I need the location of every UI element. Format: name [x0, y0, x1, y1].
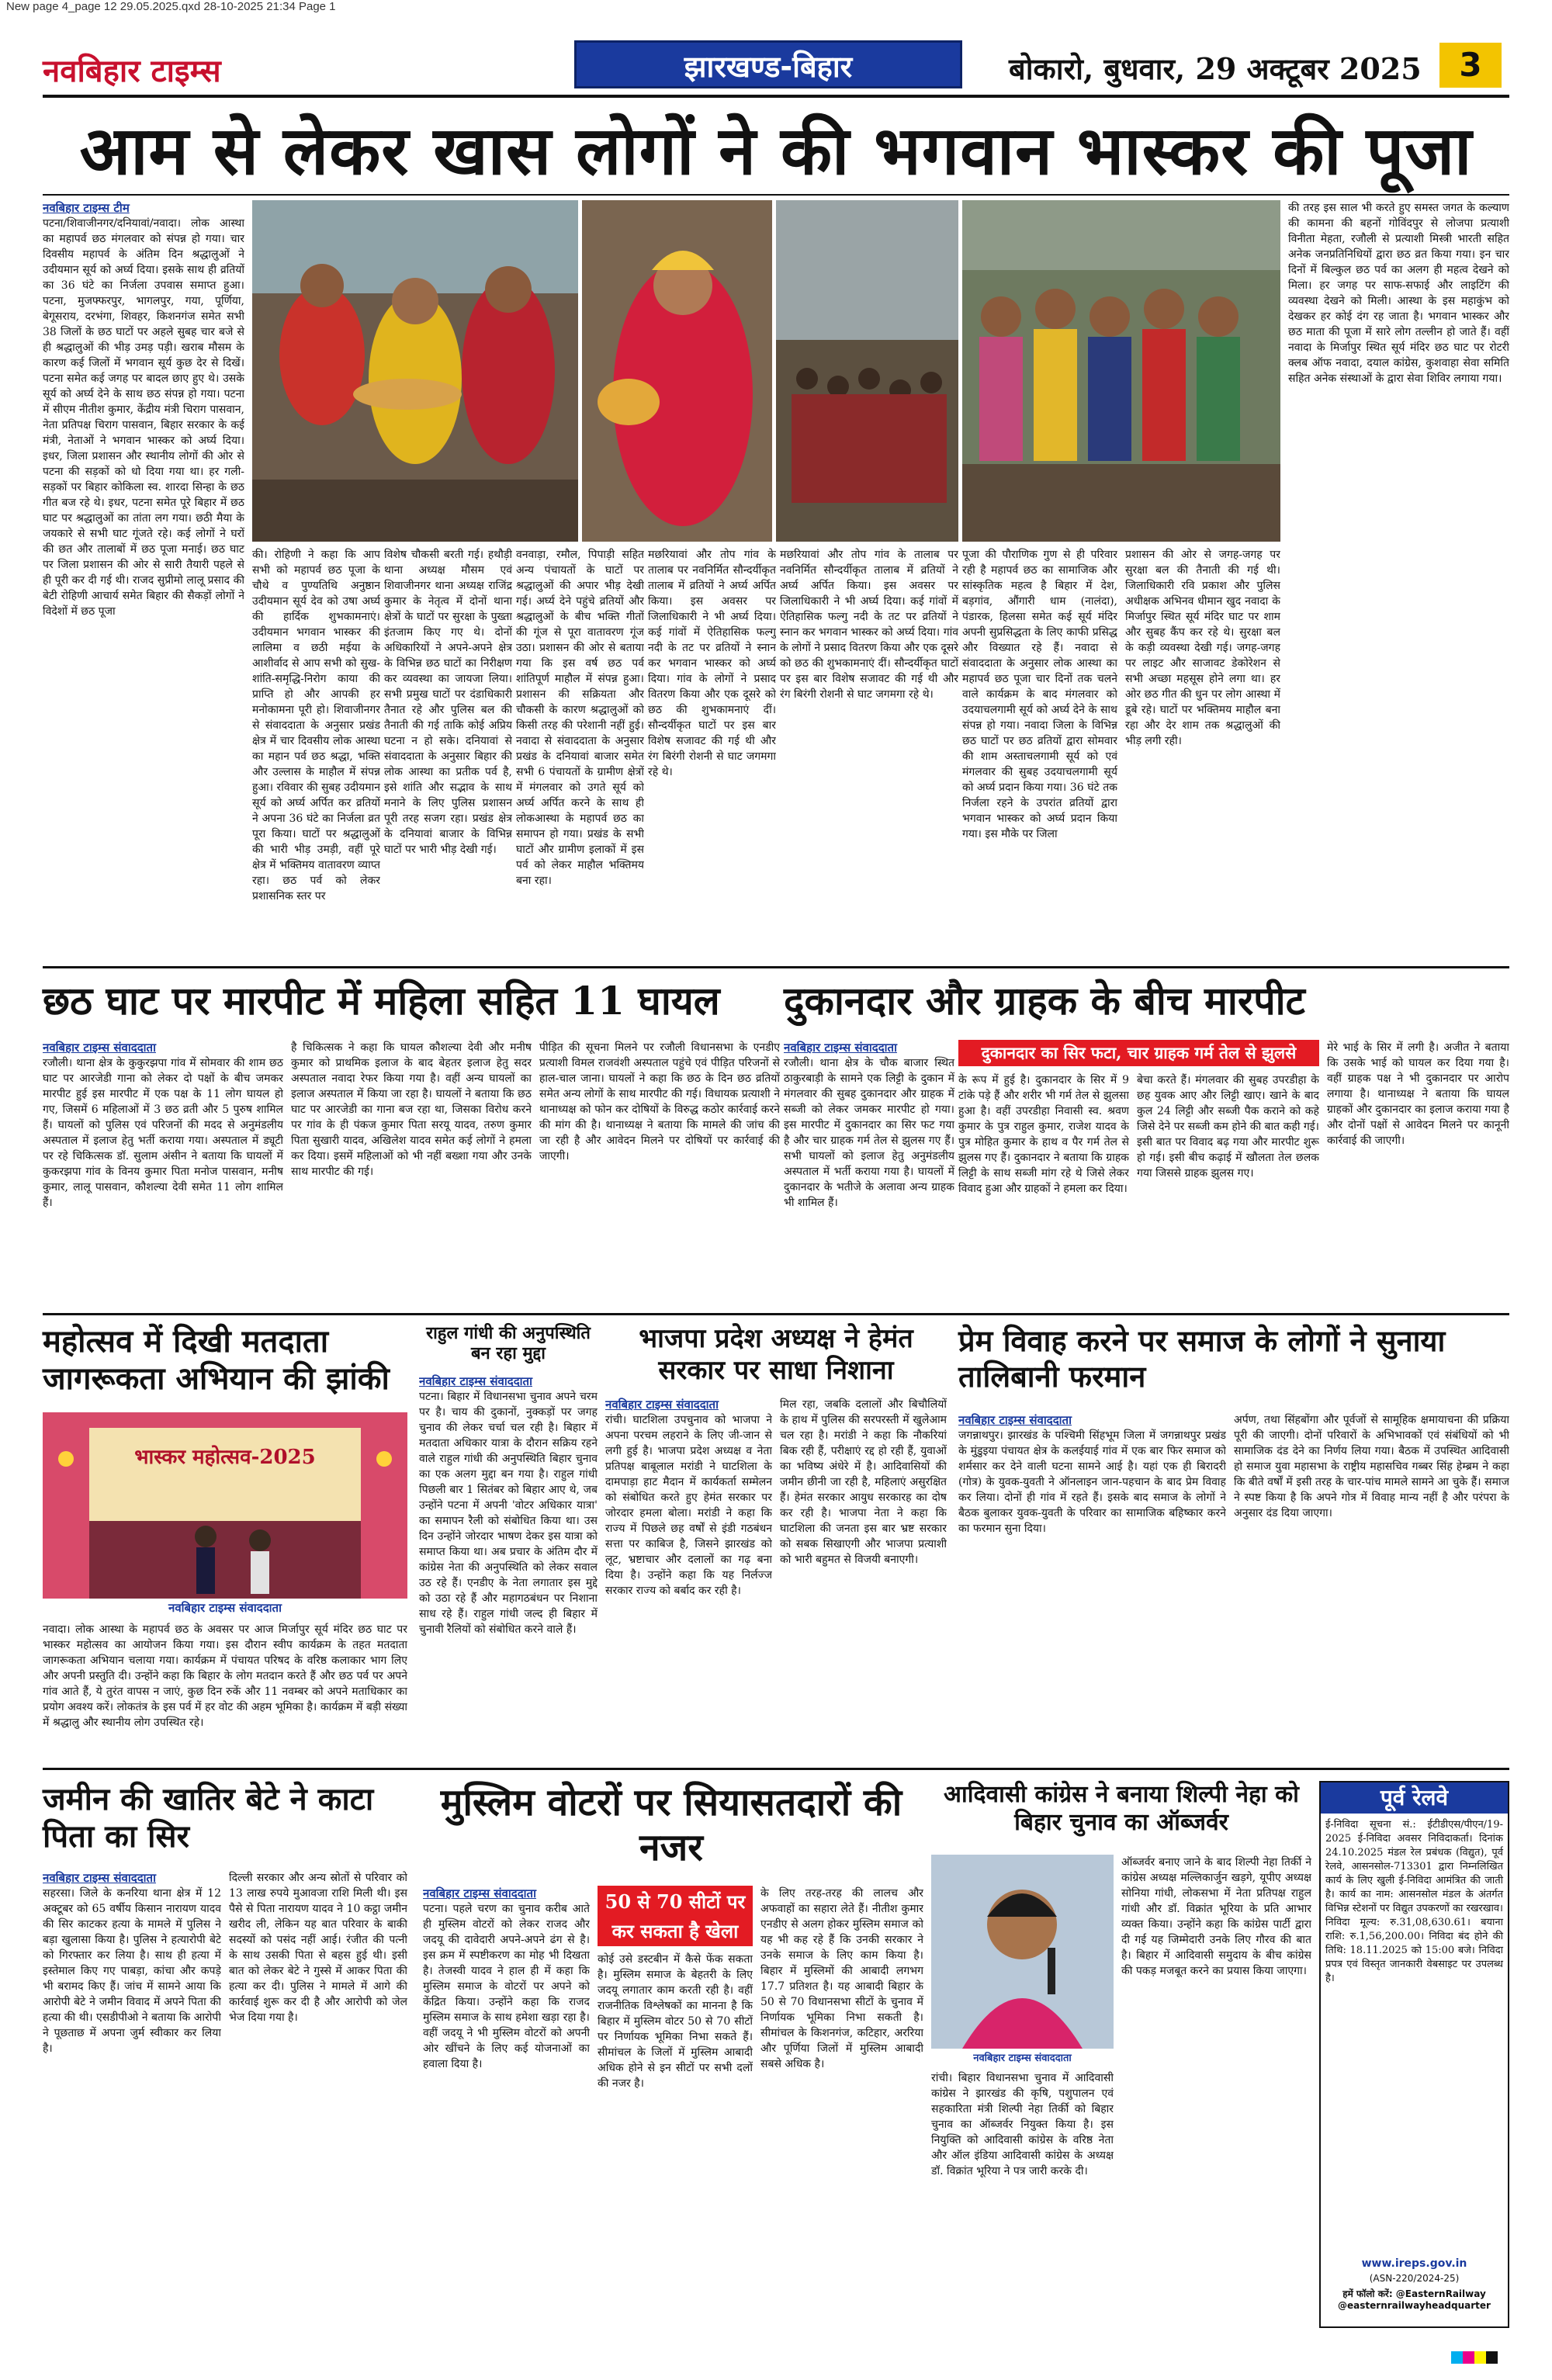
lead-byline: नवबिहार टाइम्स टीम [43, 201, 130, 215]
fight-headline: छठ घाट पर मारपीट में महिला सहित 11 घायल [43, 978, 720, 1024]
bjp-byline: नवबिहार टाइम्स संवाददाता [605, 1398, 719, 1412]
railway-tender-ad [1319, 1781, 1509, 2328]
rahul-column [419, 1374, 598, 1762]
rahul-text: पटना। बिहार में विधानसभा चुनाव अपने चरम पर है। चाय की दुकानों, नुक्कड़ों पर जगह चुनाव की लेकर चर्चा चल रही है। बिहार में मतदाता अधिकार यात्रा के दौरान सक्रिय रहने वाले राहुल गांधी की अनुपस्थिति बिहार चुनाव का एक अलग मुद्दा बन गया है। राहुल गांधी पिछली बार 1 सितंबर को बिहार आए थे, जब उन्होंने पटना में अपनी 'वोटर अधिकार यात्रा' का समापन रैली को संबोधित किया था। उस दिन उन्होंने जोरदार भाषण देकर इस यात्रा को समाप्त किया था। अब प्रचार के अंतिम दौर में कांग्रेस नेता की अनुपस्थिति को लेकर सवाल उठ रहे हैं। एनडीए के नेता लगातार इस मुद्दे को उठा रहे हैं और महागठबंधन पर निशाना साध रहे हैं। राहुल गांधी जल्द ही बिहार में चुनावी रैलियों को संबोधित करने वाले हैं। [419, 1391, 598, 1636]
chhath-photo-women-offering [252, 200, 578, 542]
shop-headline: दुकानदार और ग्राहक के बीच मारपीट [784, 978, 1305, 1024]
ad-title: पूर्व रेलवे [1321, 1782, 1508, 1814]
festival-byline: नवबिहार टाइम्स संवाददाता [43, 1600, 407, 1619]
chhath-photo-ghat-crowd [776, 200, 958, 542]
ad-code: (ASN-220/2024-25) [1369, 2273, 1460, 2284]
ad-body: ई-निविदा सूचना सं.: ईटीडीएस/पीएन/19-2025 ई-निविदा अवसर निविदाकर्ता। दिनांक 24.10.2025 मंडल रेल प्रबंधक (विद्युत), पूर्व रेलवे, आसनसोल-713301 द्वारा निम्नलिखित कार्य के लिए खुली ई-निविदा आमंत्रित की जाती है। कार्य का नाम: आसनसोल मंडल के अंतर्गत विभिन्न स्टेशनों पर विद्युत उपकरणों का रखरखाव। निविदा मूल्य: रु.31,08,630.61। बयाना राशि: रु.1,56,200.00। निविदा बंद होने की तिथि: 18.11.2025 को 15:00 बजे। निविदा प्रपत्र एवं विस्तृत जानकारी वेबसाइट पर उपलब्ध है। [1325, 1819, 1503, 1984]
chhath-photo-bride-offering [582, 200, 772, 542]
lead-column-5: मछरियावां और तोप गांव के तालाब पर नवनिर्मित सौन्दर्यीकृत तालाब में व्रतियों ने अर्घ्य अर्पित किया। इस अवसर पर जिलाधिकारी ने भी अर्घ्य दिया। कई गांवों में ऐतिहासिक फल्गु नदी के तट पर व्रतियों ने स्नान कर भगवान भास्कर को अर्घ्य दिया। गांव के लोगों ने प्रसाद वितरण किया और एक दूसरे को छठ की शुभकामनाएं दीं। सौन्दर्यीकृत घाटों पर इस बार विशेष सजावट की गई थी और रंग बिरंगी रोशनी से घाट जगमगा रहे थे। [648, 549, 776, 778]
bjp-text: रांची। घाटशिला उपचुनाव को भाजपा ने अपना परचम लहराने के लिए जी-जान से लगी हुई है। भाजपा प्रदेश अध्यक्ष व नेता प्रतिपक्ष बाबूलाल मरांडी ने घाटशिला के दामपाड़ा हाट मैदान में कार्यकर्ता सम्मेलन को संबोधित करते हुए हेमंत सरकार पर जोरदार हमला बोला। मरांडी ने कहा कि राज्य में पिछले छह वर्षों से इंडी गठबंधन सत्ता पर काबिज है, जिसने झारखंड को लूट, भ्रष्टाचार और दलालों का गढ़ बना दिया है। उन्होंने कहा कि यह निर्लज्ज सरकार राज्य को बर्बाद कर रही है। [605, 1414, 772, 1597]
section-banner: झारखण्ड-बिहार [574, 40, 962, 88]
lead-column-8: की तरह इस साल भी करते हुए समस्त जगत के कल्याण की कामना की बहनों गोविंदपुर से लोजपा प्रत्याशी विनीता मेहता, रजौली से प्रत्याशी मिस्त्री भारती सहित अनेक जनप्रतिनिधियों द्वारा छठ व्रत किया गया। इन चार दिनों में बिल्कुल छठ पर्व का अलग ही महत्व देखने को मिला। हर जगह पर साफ-सफाई और लाइटिंग की व्यवस्था देखने को मिली। आस्था के इस महाकुंभ को देखकर हर कोई दंग रह जाता है। भगवान भास्कर और छठ माता की पूजा में सारे लोग तल्लीन हो जाते हैं। वहीं नवादा के मिर्जापुर स्थित सूर्य मंदिर छठ घाट पर रोटरी क्लब ऑफ नवादा, दयाल कांग्रेस, कुशवाहा सेवा समिति सहित अनेक संस्थाओं के द्वारा सेवा शिविर लगाया गया। [1288, 202, 1509, 385]
fight-column-3: पीड़ित की सूचना मिलने पर रजौली विधानसभा के एनडीए प्रत्याशी विमल राजवंशी अस्पताल पहुंचे एवं पीड़ित परिजनों से हाल-चाल जाना। घायलों ने कहा कि छठ के दिन छठ व्रतियों समेत अन्य लोगों के साथ मारपीट की गई। विधायक प्रत्याशी ने थानाध्यक्ष को फोन कर दोषियों के विरुद्ध कठोर कार्रवाई करने की मांग की है। थानाध्यक्ष ने बताया कि मामले की जांच की जा रही है और आवेदन मिलने पर दोषियों पर कार्रवाई की जाएगी। [539, 1041, 780, 1162]
congress-byline: नवबिहार टाइम्स संवाददाता [931, 2050, 1114, 2067]
fight-text: रजौली। थाना क्षेत्र के कुकुरझपा गांव में सोमवार की शाम छठ घाट पर आरजेडी गाना को लेकर दो पक्षों के बीच जमकर मारपीट हुई इस मारपीट में एक पक्ष के 11 लोग घायल हो गए, जिसमें 6 महिलाओं में 3 छठ व्रती और 5 पुरुष शामिल हैं। घायलों को पुलिस एवं परिजनों की मदद से अनुमंडलीय अस्पताल में इलाज हेतु भर्ती कराया गया। अस्पताल में ड्यूटी पर रहे चिकित्सक डॉ. सुलाम अंसीन ने बताया कि घायलों में कुकरझपा गांव के विनय कुमार पिता मनोज पासवान, मनीष कुमार, लालू पासवान, कौशल्या देवी समेत 11 लोग शामिल हैं। [43, 1057, 283, 1209]
chhath-photo-family-group [962, 200, 1280, 542]
rahul-byline: नवबिहार टाइम्स संवाददाता [419, 1374, 532, 1388]
print-info-line: New page 4_page 12 29.05.2025.qxd 28-10-2025 21:34 Page 1 [6, 0, 336, 13]
festival-headline: महोत्सव में दिखी मतदाता जागरूकता अभियान की झांकी [43, 1323, 390, 1397]
lead-column-1 [43, 200, 244, 961]
love-byline: नवबिहार टाइम्स संवाददाता [958, 1413, 1072, 1427]
festival-banner-text: भास्कर महोत्सव-2025 [134, 1446, 316, 1469]
ad-website[interactable]: www.ireps.gov.in [1361, 2257, 1467, 2270]
shop-column-4: मेरे भाई के सिर में लगी है। अजीत ने बताया कि उसके भाई को घायल कर दिया गया है। वहीं ग्राहक पक्ष ने भी दुकानदार पर आरोप लगाया है। थानाध्यक्ष ने बताया कि घायल ग्राहकों और दुकानदार का इलाज कराया गया है और दोनों पक्षों से आवेदन मिलने पर कानूनी कार्रवाई की जाएगी। [1327, 1041, 1509, 1147]
masthead-date: बोकारो, बुधवार, 29 अक्टूबर 2025 [1009, 51, 1422, 86]
land-column-2: दिल्ली सरकार और अन्य स्रोतों से परिवार को 13 लाख रुपये मुआवजा राशि मिली थी। इस पैसे से पिता नारायण यादव ने 10 कट्ठा जमीन खरीद ली, लेकिन यह बात परिवार के बाकी सदस्यों को पसंद नहीं आई। रंजीत की पत्नी के साथ उसकी पिता से बहस हुई थी। इसी बात को लेकर बेटे ने गुस्से में आकर पिता की हत्या कर दी। पुलिस ने मामले में आगे की कार्रवाई शुरू कर दी है और आरोपी को जेल भेज दिया गया है। [229, 1872, 407, 2024]
masthead-rule [43, 95, 1509, 98]
shop-text: रजौली। थाना क्षेत्र के चौक बाजार स्थित ठाकुरबाड़ी के सामने एक लिट्टी के दुकान में मंगलवार की सुबह दुकानदार और ग्राहक में सब्जी को लेकर जमकर मारपीट हो गया। इस मारपीट में दुकानदार का सिर फट गया है और चार ग्राहक गर्म तेल से झुलस गए हैं। सभी घायलों को इलाज हेतु अनुमंडलीय अस्पताल में भर्ती कराया गया है। घायलों में दुकानदार के भतीजे के अलावा अन्य ग्राहक भी शामिल हैं। [784, 1057, 954, 1209]
lead-headline: आम से लेकर खास लोगों ने की भगवान भास्कर की पूजा [79, 112, 1473, 190]
lead-column-7: प्रशासन की ओर से जगह-जगह पर सुरक्षा बल की तैनाती की गई थी। जिलाधिकारी रवि प्रकाश और पुलिस अधीक्षक अभिनव धीमान खुद नवादा के मिर्जापुर स्थित सूर्य मंदिर घाट पर शाम और सुबह कैंप कर रहे थे। सुरक्षा बल के कड़ी व्यवस्था देखी गई। जगह-जगह पर लाइट और साजावट डेकोरेशन से सभी अच्छा महसूस होने लगा था। हर ओर छठ गीत की धुन पर लोग आस्था में डूबे रहे। घाटों पर भक्तिमय माहौल बना रहा और देर शाम तक श्रद्धालुओं की भीड़ लगी रही। [1125, 549, 1280, 747]
lead-column-2: की। रोहिणी ने कहा कि आप सभी को महापर्व छठ पूजा के चौथे व पुण्यतिथि अनुष्ठान उदीयमान सूर्य देव को उषा अर्घ्य की हार्दिक शुभकामनाएं। उदीयमान भगवान भास्कर की लालिमा व छठी मईया के आशीर्वाद से आप सभी को सुख-शांति-समृद्धि-निरोग काया की प्राप्ति हो और आपकी हर मनोकामना पूरी हो। शिवाजीनगर से संवाददाता के अनुसार प्रखंड क्षेत्र में चार दिवसीय लोक आस्था का महान पर्व छठ श्रद्धा, भक्ति और उल्लास के माहौल में संपन्न हुआ। रविवार की सुबह उदीयमान सूर्य को अर्घ्य अर्पित कर व्रतियों ने अपना 36 घंटे का निर्जला व्रत पूरा किया। घाटों पर श्रद्धालुओं की भारी भीड़ उमड़ी, वहीं पूरे क्षेत्र में भक्तिमय वातावरण व्याप्त रहा। छठ पर्व को लेकर प्रशासनिक स्तर पर [252, 549, 380, 902]
love-headline: प्रेम विवाह करने पर समाज के लोगों ने सुनाया तालिबानी फरमान [958, 1323, 1446, 1394]
love-column-1 [958, 1412, 1226, 1762]
muslim-text: पटना। पहले चरण का चुनाव करीब आते ही मुस्लिम वोटरों को लेकर राजद और जदयू की दावेदारी अपने-अपने ढंग से है। इस क्रम में स्पष्टीकरण का मोह भी दिखता है। तेजस्वी यादव ने हाल ही में कहा कि मुस्लिम समाज के वोटरों पर अपने को केंद्रित किया। उन्होंने कहा कि राजद मुस्लिम समाज के साथ हमेशा खड़ा रहा है। वहीं जदयू ने भी मुस्लिम वोटरों को अपनी ओर खींचने के लिए कई योजनाओं का हवाला दिया है। [423, 1903, 590, 2070]
ad-social: हमें फॉलो करें: @EasternRailway @easternrailwayheadquarter [1338, 2288, 1491, 2311]
muslim-column-2: कोई उसे डस्टबीन में कैसे फेंक सकता है। मुस्लिम समाज के बेहतरी के लिए जदयू लगातार काम करती रही है। वहीं राजनीतिक विश्लेषकों का मानना है कि बिहार में मुस्लिम वोटर 50 से 70 सीटों पर निर्णायक भूमिका निभा सकते हैं। सीमांचल के जिलों में मुस्लिम आबादी अधिक होने से इन सीटों पर सभी दलों की नजर है। [598, 1953, 753, 2090]
fight-column-2: है चिकित्सक ने कहा कि घायल कौशल्या देवी और मनीष कुमार को प्राथमिक इलाज के बाद बेहतर इलाज हेतु सदर अस्पताल नवादा रेफर किया गया है। वहीं अन्य घायलों का इलाज अस्पताल में किया जा रहा है। घायलों ने बताया कि छठ घाट पर आरजेडी का गाना बज रहा था, जिसका विरोध करने पर गांव के ही पंकज कुमार पिता सरयू यादव, तरुण कुमार पिता सुखारी यादव, अखिलेश यादव समेत कई लोगों ने हमला कर दिया। इसमें महिलाओं को भी नहीं बख्शा गया और उनके साथ मारपीट की गई। [291, 1041, 532, 1178]
shop-column-1 [784, 1040, 954, 1308]
lead-column-6: पूजा की पौराणिक गुण से ही परिवार रही है महापर्व छठ का सामाजिक और सांस्कृतिक महत्व है बिहार में देश, बड़गांव, औंगारी धाम (नालंदा), पंडारक, हिलसा समेत कई सूर्य मंदिर अपनी सुप्रसिद्धता के लिए काफी प्रसिद्ध और विख्यात रहे हैं। नवादा से संवाददाता के अनुसार लोक आस्था का महापर्व छठ पूजा चार दिनों तक चलने वाले कार्यक्रम के बाद मंगलवार को उदयाचलगामी सूर्य को अर्घ्य देने के साथ संपन्न हो गया। नवादा जिला के विभिन्न छठ घाटों पर छठ व्रतियों द्वारा सोमवार की शाम अस्ताचलगामी सूर्य को एवं मंगलवार की सुबह उदयाचलगामी सूर्य को अर्घ्य प्रदान किया गया। 36 घंटे तक निर्जला रहने के उपरांत व्रतियों द्वारा भगवान भास्कर को अर्घ्य प्रदान किया गया। इस मौके पर जिला [962, 549, 1117, 840]
land-headline: जमीन की खातिर बेटे ने काटा पिता का सिर [43, 1781, 374, 1855]
lead-column-4: वनवाड़ा, रमौल, पिपाड़ी सहित अन्य पंचायतों के घाटों पर श्रद्धालुओं की अपार भीड़ देखी गई। अर्घ्य देने पहुंचे व्रतियों और श्रद्धालुओं के बीच भक्ति गीतों की गूंज से पूरा वातावरण गूंज उठा। प्रशासन की ओर से बताया गया कि इस वर्ष छठ पर्व शांतिपूर्ण माहौल में संपन्न हुआ। प्रशासन की सक्रियता और चौकसी के कारण श्रद्धालुओं को किसी तरह की परेशानी नहीं हुई। नवादा से संवाददाता के अनुसार प्रखंड के दनियावां बाजार समेत सभी 6 पंचायतों के ग्रामीण क्षेत्रों में मंगलवार को उगते सूर्य को अर्घ्य अर्पित करने के साथ ही लोकआस्था के महापर्व छठ का समापन हो गया। प्रखंड के सभी घाटों और ग्रामीण इलाकों में इस पर्व को लेकर माहौल भक्तिमय बना रहा। [516, 549, 644, 887]
muslim-headline: मुस्लिम वोटरों पर सियासतदारों की नजर [440, 1781, 902, 1869]
color-registration-marks [1451, 2351, 1498, 2364]
bjp-headline: भाजपा प्रदेश अध्यक्ष ने हेमंत सरकार पर साधा निशाना [639, 1323, 913, 1386]
divider [43, 966, 1509, 968]
festival-text: नवादा। लोक आस्था के महापर्व छठ के अवसर पर आज मिर्जापुर सूर्य मंदिर छठ घाट पर भास्कर महोत्सव का आयोजन किया गया। इस दौरान स्वीप कार्यक्रम के तहत मतदाता जागरूकता अभियान चलाया गया। कार्यक्रम में पंचायत परिषद के वरिष्ठ कलाकार भाग लिए और अपनी प्रस्तुति दी। उन्होंने कहा कि बिहार के लोग मतदान करते हैं और छठ पर्व पर अपने गांव आते हैं, ये तुरंत वापस न जाएं, कुछ दिन रुकें और 11 नवम्बर को अपने मताधिकार का प्रयोग अवश्य करें। लोकतंत्र के इस पर्व में हर वोट की अहम भूमिका है। कार्यक्रम में बड़ी संख्या में श्रद्धालु और स्थानीय लोग उपस्थित रहे। [43, 1623, 407, 1729]
masthead-title: नवबिहार टाइम्स [43, 53, 221, 89]
congress-headline: आदिवासी कांग्रेस ने बनाया शिल्पी नेहा को बिहार चुनाव का ऑब्जर्वर [944, 1781, 1299, 1836]
lead-text: पटना/शिवाजीनगर/दनियावां/नवादा। लोक आस्था का महापर्व छठ मंगलवार को संपन्न हो गया। चार दिवसीय महापर्व के अंतिम दिन श्रद्धालुओं ने उदीयमान सूर्य को अर्घ्य दिया। इसके साथ ही व्रतियों का 36 घंटे का निर्जला उपवास समाप्त हुआ। पटना, मुजफ्फरपुर, भागलपुर, गया, पूर्णिया, बेगूसराय, दरभंगा, शिवहर, किशनगंज समेत सभी 38 जिलों के छठ घाटों पर अहले सुबह चार बजे से ही श्रद्धालुओं की भीड़ उमड़ पड़ी। खराब मौसम के कारण कई जिलों में भगवान सूर्य कुछ देर से दिखें। पटना समेत कई जगह पर बादल छाए हुए थे। उसके सूर्य को अर्घ्य देने के साथ छठ संपन्न हो गया। पटना में सीएम नीतीश कुमार, केंद्रीय मंत्री चिराग पासवान, नेता प्रतिपक्ष चिराग पासवान, बिहार सरकार के कई मंत्री, नेताओं ने भगवान भास्कर को अर्घ्य दिया। इधर, जिला प्रशासन और स्थानीय लोगों की ओर से पटना की सड़कों को धो दिया गया था। हर गली-सड़कों पर बिहार कोकिला स्व. शारदा सिन्हा के छठ गीत बज रहे थे। इधर, पटना समेत पूरे बिहार में छठ घाट पर श्रद्धालुओं का तांता लग गया। छठी मैया के जयकारे से सभी घाट गूंजते रहे। कई लोगों ने घरों की छत और तालाबों में छठ पूजा मनाई। छठ घाट पर जिला प्रशासन की ओर से सारी तैयारी पहले से ही पूरी कर दी गई थी। राजद सुप्रीमो लालू प्रसाद की बेटी रोहिणी आचार्य समेत बिहार की सैकड़ों लोगों ने विदेशों में छठ पूजा [43, 217, 244, 618]
congress-column-1: रांची। बिहार विधानसभा चुनाव में आदिवासी कांग्रेस ने झारखंड की कृषि, पशुपालन एवं सहकारिता मंत्री शिल्पी नेहा तिर्की को बिहार चुनाव का ऑब्जर्वर नियुक्त किया है। इस नियुक्ति को आदिवासी कांग्रेस के वरिष्ठ नेता और ऑल इंडिया आदिवासी कांग्रेस के अध्यक्ष डॉ. विक्रांत भूरिया ने पत्र जारी करके दी। [931, 2072, 1114, 2177]
muslim-column-1 [423, 1886, 590, 2328]
divider [43, 1768, 1509, 1770]
bjp-column-2: मिल रहा, जबकि दलालों और बिचौलियों के हाथ में पुलिस की सरपरस्ती में खुलेआम चल रहा है। मरांडी ने कहा कि नौकरियां बिक रही हैं, परीक्षाएं रद्द हो रही हैं, युवाओं का भविष्य अंधेरे में है। आदिवासियों की जमीन छीनी जा रही है, महिलाएं असुरक्षित हैं। हेमंत सरकार आयुध सरकारह का दोष कर रही है। भाजपा नेता ने कहा कि घाटशिला की जनता इस बार भ्रष्ट सरकार को सबक सिखाएगी और भाजपा प्रत्याशी को भारी बहुमत से विजयी बनाएगी। [780, 1398, 947, 1566]
muslim-column-3: के लिए तरह-तरह की लालच और अफवाहों का सहारा लेते हैं। नीतीश कुमार एनडीए से अलग होकर मुस्लिम समाज को यह भी कह रहे हैं कि उनकी सरकार ने उनके समाज के लिए काम किया है। बिहार में मुस्लिमों की आबादी लगभग 17.7 प्रतिशत है। यह आबादी बिहार के 50 से 70 विधानसभा सीटों के चुनाव में निर्णायक भूमिका निभा सकती है। सीमांचल के किशनगंज, कटिहार, अररिया और पूर्णिया जिलों में मुस्लिम आबादी सबसे अधिक है। [760, 1887, 923, 2070]
festival-stage-photo [43, 1412, 407, 1599]
shop-column-2: के रूप में हुई है। दुकानदार के सिर में 9 टांके पड़े हैं और शरीर भी गर्म तेल से झुलसा हुआ है। वहीं उपरडीहा निवासी स्व. श्रवण कुमार के पुत्र राहुल कुमार, राजेश यादव के पुत्र मोहित कुमार के हाथ व पैर गर्म तेल से झुलस गए हैं। दुकानदार ने बताया कि ग्राहक लिट्टी के साथ सब्जी मांग रहे थे जिसे लेकर विवाद हुआ और ग्राहकों ने हमला कर दिया। [958, 1074, 1129, 1195]
love-text: जगन्नाथपुर। झारखंड के पश्चिमी सिंहभूम जिला में जगन्नाथपुर प्रखंड के मुंडुइया पंचायत क्षेत्र के कलईयाई गांव में एक बार फिर समाज को शर्मसार कर देने वाली घटना सामने आई है। यहां एक ही बिरादरी (गोत्र) के युवक-युवती ने ऑनलाइन जान-पहचान के बाद प्रेम विवाह कर लिया। दोनों ही गांव में रहते हैं। इसके बाद समाज के लोगों ने बैठक बुलाकर युवक-युवती के परिवार का सामाजिक बहिष्कार करने का फरमान सुना दिया। [958, 1429, 1226, 1535]
love-column-2: अर्पण, तथा सिंहबोंगा और पूर्वजों से सामूहिक क्षमायाचना की प्रक्रिया पूरी की जाएगी। दोनों परिवारों के अभिभावकों एवं संबंधियों को भी सामाजिक दंड देने का निर्णय लिया गया। बैठक में उपस्थित आदिवासी हो समाज युवा महासभा के राष्ट्रीय महासचिव गब्बर सिंह हेम्ब्रम ने कहा कि बीते वर्षों में इसी तरह के चार-पांच मामले सामने आ चुके हैं। समाज ने स्पष्ट किया है कि अपने गोत्र में विवाह मान्य नहीं है और परंपरा के अनुसार दंड दिया जाएगा। [1234, 1414, 1509, 1519]
congress-column-2: ऑब्जर्वर बनाए जाने के बाद शिल्पी नेहा तिर्की ने कांग्रेस अध्यक्ष मल्लिकार्जुन खड़गे, यूपीए अध्यक्ष सोनिया गांधी, लोकसभा में नेता प्रतिपक्ष राहुल गांधी और डॉ. विक्रांत भूरिया के प्रति आभार व्यक्त किया। उन्होंने कहा कि कांग्रेस पार्टी द्वारा दी गई यह जिम्मेदारी उनके लिए गौरव की बात है। बिहार में आदिवासी समुदाय के बीच कांग्रेस की पकड़ मजबूत करने का प्रयास किया जाएगा। [1121, 1856, 1311, 1977]
fight-column-1 [43, 1040, 283, 1308]
shilpi-neha-photo [931, 1855, 1114, 2049]
land-column-1 [43, 1870, 221, 2328]
shop-subhead-box: दुकानदार का सिर फटा, चार ग्राहक गर्म तेल से झुलसे [958, 1040, 1319, 1066]
divider [43, 1313, 1509, 1315]
shop-byline: नवबिहार टाइम्स संवाददाता [784, 1041, 897, 1055]
bjp-column-1 [605, 1397, 772, 1762]
land-text: सहरसा। जिले के कनरिया थाना क्षेत्र में 12 अक्टूबर को 65 वर्षीय किसान नारायण यादव की सिर काटकर हत्या के मामले में पुलिस ने बड़ा खुलासा किया है। पुलिस ने हत्यारोपी बेटे को गिरफ्तार कर लिया है। साथ ही हत्या में इस्तेमाल किए गए पाबड़ा, कांचा और कपड़े भी बरामद किए हैं। जांच में सामने आया कि आरोपी बेटे ने जमीन विवाद में अपने पिता की हत्या की थी। एसडीपीओ ने बताया कि आरोपी ने पूछताछ में अपना जुर्म स्वीकार कर लिया है। [43, 1887, 221, 2055]
rahul-headline: राहुल गांधी की अनुपस्थिति बन रहा मुद्दा [426, 1323, 591, 1364]
muslim-byline: नवबिहार टाइम्स संवाददाता [423, 1886, 536, 1900]
page-number: 3 [1439, 43, 1502, 88]
lead-column-3: विशेष चौकसी बरती गई। हथौड़ी थाना अध्यक्ष मौसम एवं शिवाजीनगर थाना अध्यक्ष राजिंद्र कुमार के नेतृत्व में दोनों थाना क्षेत्रों के घाटों पर सुरक्षा के पुख्ता इंतजाम किए गए थे। दोनों अधिकारियों ने अपने-अपने क्षेत्र के विभिन्न छठ घाटों का निरीक्षण कर व्यवस्था का जायजा लिया। सभी प्रमुख घाटों पर दंडाधिकारी तैनात रहे और पुलिस बल की तैनाती की गई ताकि कोई अप्रिय घटना न हो सके। दनियावां से संवाददाता के अनुसार बिहार की लोक आस्था का प्रतीक पर्व है, इसे शांति और सद्भाव के साथ मनाने के लिए पुलिस प्रशासन पूरी तरह सजग रहा। प्रखंड क्षेत्र के दनियावां बाजार के विभिन्न घाटों पर भारी भीड़ देखी गई। [384, 549, 512, 856]
divider [43, 194, 1509, 196]
fight-byline: नवबिहार टाइम्स संवाददाता [43, 1041, 156, 1055]
land-byline: नवबिहार टाइम्स संवाददाता [43, 1871, 156, 1885]
lead-column-5b: मछरियावां और तोप गांव के तालाब पर नवनिर्मित सौन्दर्यीकृत तालाब में व्रतियों ने अर्घ्य अर्पित किया। इस अवसर पर जिलाधिकारी ने भी अर्घ्य दिया। कई गांवों में ऐतिहासिक फल्गु नदी के तट पर व्रतियों ने स्नान कर भगवान भास्कर को अर्घ्य दिया। गांव के लोगों ने प्रसाद वितरण किया और एक दूसरे को छठ की शुभकामनाएं दीं। सौन्दर्यीकृत घाटों पर इस बार विशेष सजावट की गई थी और रंग बिरंगी रोशनी से घाट जगमगा रहे थे। [780, 549, 958, 701]
shop-column-3: बेचा करते हैं। मंगलवार की सुबह उपरडीहा के छह युवक आए और लिट्टी खाए। खाने के बाद कुल 24 लिट्टी और सब्जी पैक कराने को कहे जिसे देने पर सब्जी कम होने की बात कही गई। इसी बात पर विवाद बढ़ गया और मारपीट शुरू हो गई। इसी बीच कढ़ाई में खौलता तेल छलक गया जिससे ग्राहक झुलस गए। [1137, 1074, 1319, 1180]
muslim-subhead-box: 50 से 70 सीटों पर कर सकता है खेला [598, 1886, 753, 1946]
